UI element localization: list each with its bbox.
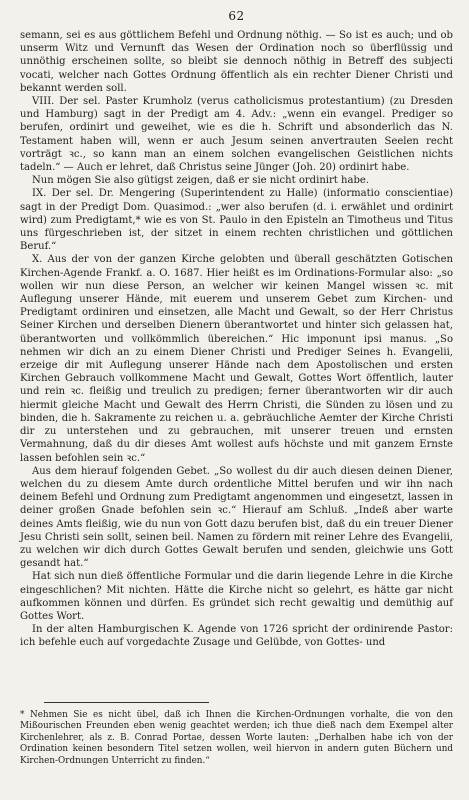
paragraph: IX. Der sel. Dr. Mengering (Superintendent zu Halle) (informatio conscientiae) sagt in der Predigt Dom. Quasimod.: „wer also berufen (d. i. erwählet und ordinirt wird) zum Predigtamt,* wie es von St. Paulo in den Episteln an Timotheus und Titus uns fürgeschrieben ist, der sitzet in einem rechten christlichen und göttlichen Beruf.“: [20, 188, 453, 253]
paragraph: Hat sich nun dieß öffentliche Formular und die darin liegende Lehre in die Kirche eingeschlichen? Mit nichten. Hätte die Kirche nicht so gelehrt, es hätte gar nicht aufkommen können und dürfen. Es gründet sich recht gewaltig und demüthig auf Gottes Wort.: [20, 571, 453, 622]
page-number: 62: [228, 9, 245, 23]
paragraph: Aus dem hierauf folgenden Gebet. „So wollest du dir auch diesen deinen Diener, welchen du zu diesem Amte durch ordentliche Mittel berufen und wir ihn nach deinem Befehl und Ordnung zum Predigtamt angenommen und eingesetzt, lassen in deiner großen Gnade befohlen sein ꝛc.“ Hierauf am Schluß. „Indeß aber warte deines Amts fleißig, wie du nun von Gott dazu berufen bist, daß du ein treuer Diener Jesu Christi sein sollt, seinen beil. Namen zu fördern mit reiner Lehre des Evangelii, zu welchen wir dich durch Gottes Gewalt berufen und senden, gleichwie uns Gott gesandt hat.“: [20, 465, 453, 570]
paragraph: Nun mögen Sie also gütigst zeigen, daß er sie nicht ordinirt habe.: [32, 175, 370, 187]
paragraph: In der alten Hamburgischen K. Agende von 1726 spricht der ordinirende Pastor: ich befehle euch auf vorgedachte Zusage und Gelübde, von Gottes- und: [20, 624, 453, 649]
paragraph: VIII. Der sel. Paster Krumholz (verus catholicismus protestantium) (zu Dresden und Hamburg) sagt in der Predigt am 4. Adv.: „wenn ein evangel. Prediger so berufen, ordinirt und geweihet, wie es die h. Schrift und absonderlich das N. Testament haben will, wenn er auch Jesum seinen anvertrauten Seelen recht vorträgt ꝛc., so kann man an einem solchen evangelischen Geistlichen nichts tadeln.“ — Auch er lehret, daß Christus seine Jünger (Joh. 20) ordinirt habe.: [20, 96, 453, 174]
body-text: [20, 29, 453, 650]
footnote: * Nehmen Sie es nicht übel, daß ich Ihnen die Kirchen-Ordnungen vorhalte, die von den Mißourischen Freunden eben wenig geachtet werden; ich thue dieß nach dem Exempel alter Kirchenlehrer, als z. B. Conrad Portae, dessen Worte lauten: „Derhalben habe ich von der Ordination keinen besondern Titel setzen wollen, weil hiervon in andern guten Büchern und Kirchen-Ordnungen Unterricht zu finden.“: [20, 710, 453, 766]
paragraph: X. Aus der von der ganzen Kirche gelobten und überall geschätzten Gotischen Kirchen-Agende Frankf. a. O. 1687. Hier heißt es im Ordinations-Formular also: „so wollen wir nun diese Person, an welcher wir keinen Mangel wissen ꝛc. mit Auflegung unserer Hände, mit euerem und unserem Gebet zum Kirchen- und Predigtamt ordiniren und einsetzen, alle Macht und Gewalt, so der Herr Christus Seiner Kirchen und derselben Dienern überantwortet und hinter sich gelassen hat, überantworten und vollkömmlich übereichen.“ Hic imponunt ipsi manus. „So nehmen wir dich an zu einem Diener Christi und Prediger Seines h. Evangelii, erzeige dir mit Auflegung unserer Hände nach dem Apostolischen und ersten Kirchen Gebrauch vollkommene Macht und Gewalt, Gottes Wort öffentlich, lauter und rein ꝛc. fleißig und treulich zu predigen; ferner überantworten wir dir auch hiermit gleiche Macht und Gewalt des Herrn Christi, die Sünden zu lösen und zu binden, die h. Sakramente zu reichen u. a. gebräuchliche Aemter der Kirche Christi dir zu unterstehen und zu gebrauchen, mit unserer treuen und ernsten Vermahnung, daß du dir dieses Amt wollest aufs höchste und mit ganzem Ernste lassen befohlen sein ꝛc.“: [20, 254, 453, 464]
paragraph: semann, sei es aus göttlichem Befehl und Ordnung nöthig. — So ist es auch; und ob unserm Witz und Vernunft das Wesen der Ordination noch so überflüssig und unnöthig erscheinen sollte, so bleibt sie dennoch nöthig in Betreff des subjecti vocati, welcher nach Gottes Ordnung öffentlich als ein rechter Diener Christi und bekannt werden soll.: [20, 30, 453, 94]
footnote-divider: [44, 702, 209, 703]
